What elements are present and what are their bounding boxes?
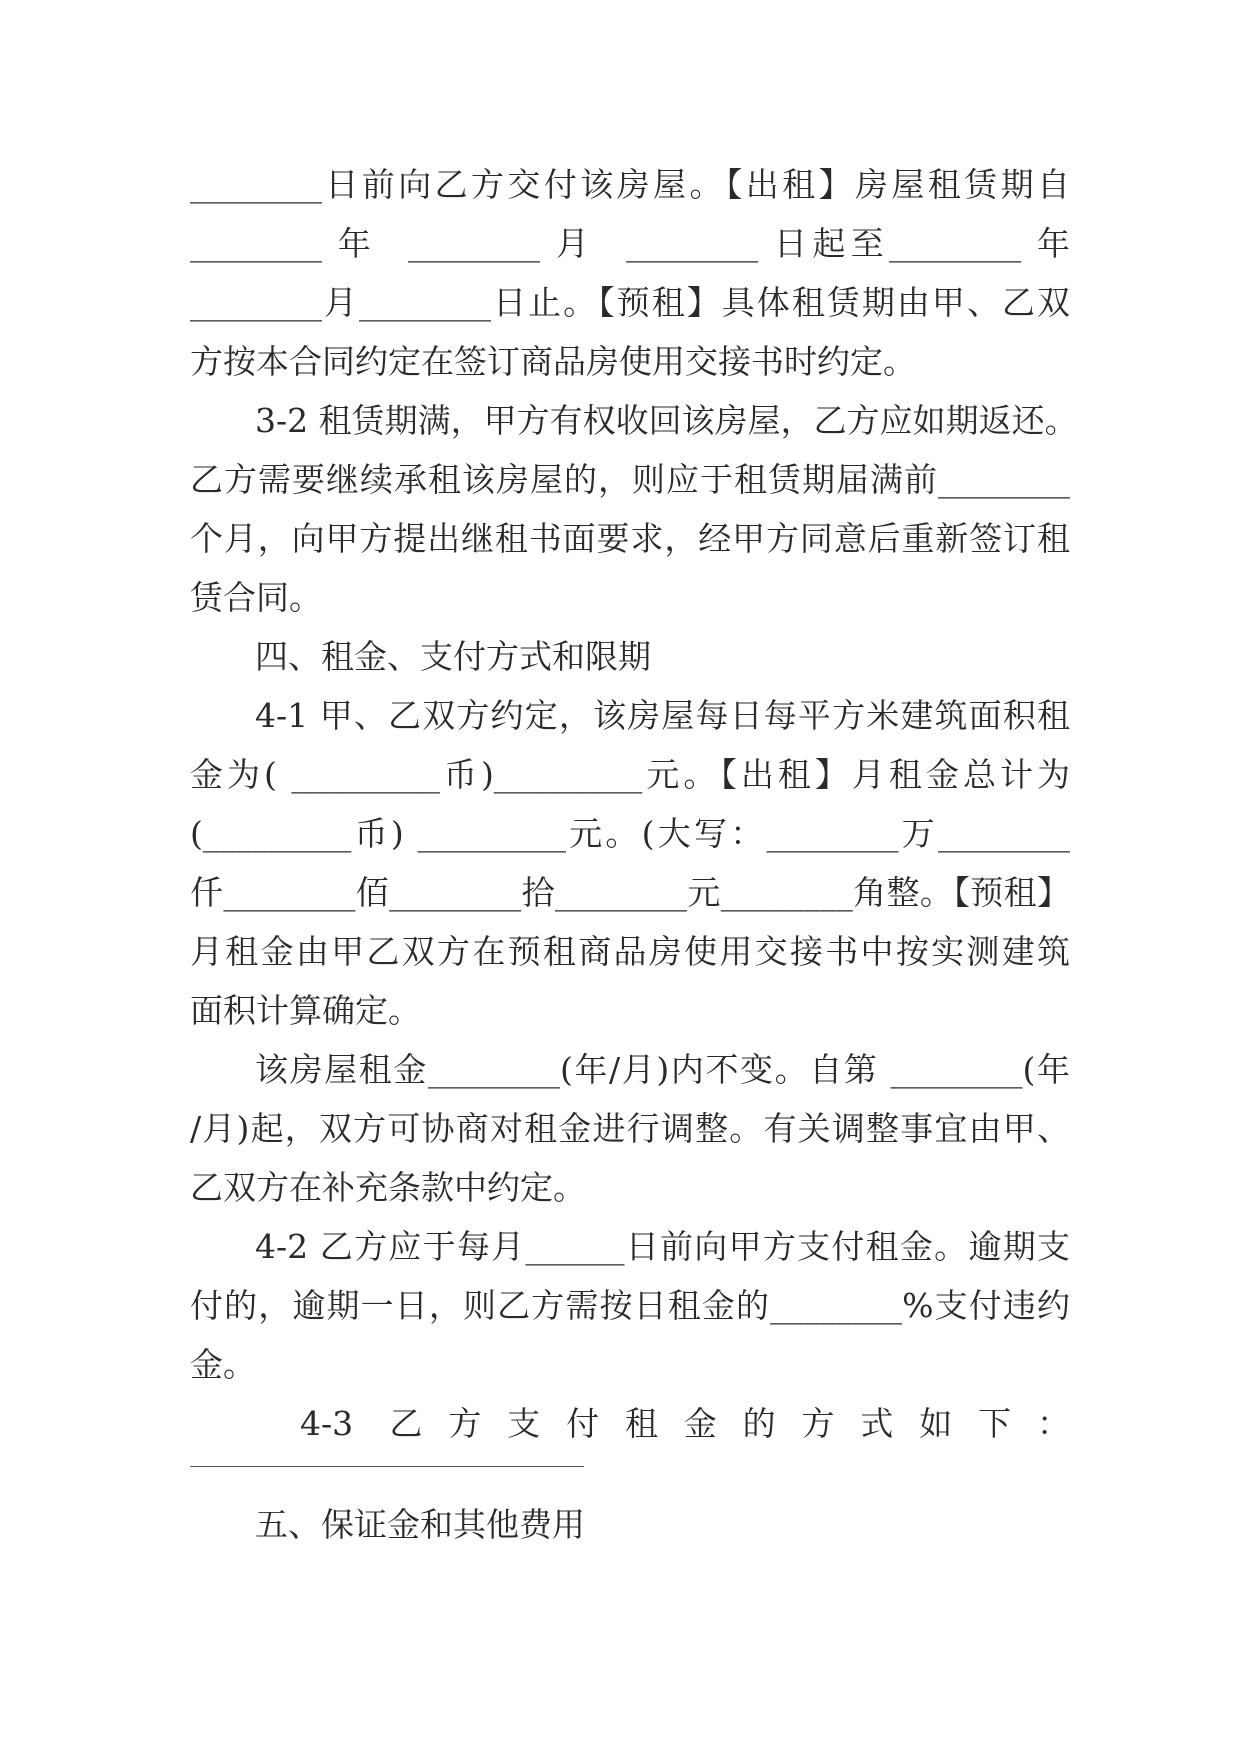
text-line: 方按本合同约定在签订商品房使用交接书时约定。	[190, 342, 916, 381]
text-line: 个月，向甲方提出继租书面要求，经甲方同意后重新签订租	[190, 519, 1070, 558]
paragraph-line: 4-1 甲、乙双方约定，该房屋每日每平方米建筑面积租	[255, 696, 1070, 735]
paragraph-line: 该房屋租金________(年/月)内不变。自第 ________(年	[255, 1050, 1070, 1089]
paragraph-line: 3-2 租赁期满，甲方有权收回该房屋，乙方应如期返还。	[255, 401, 1078, 440]
text-line: 乙方需要继续承租该房屋的，则应于租赁期届满前________	[190, 460, 1070, 499]
text-line: 赁合同。	[190, 578, 322, 617]
paragraph-line: 4-2 乙方应于每月______日前向甲方支付租金。逾期支	[255, 1227, 1070, 1266]
text-line: 付的，逾期一日，则乙方需按日租金的________%支付违约	[190, 1286, 1070, 1325]
text-line: 乙双方在补充条款中约定。	[190, 1168, 586, 1207]
text-line: 金为( _________币)_________元。【出租】月租金总计为	[190, 755, 1070, 794]
paragraph-line: 4-3 乙 方 支 付 租 金 的 方 式 如 下 ：	[300, 1404, 1070, 1443]
section-heading: 四、租金、支付方式和限期	[255, 637, 651, 676]
blank-fill-line	[190, 1466, 584, 1467]
text-line: 月租金由甲乙双方在预租商品房使用交接书中按实测建筑	[190, 932, 1070, 971]
text-line: ________月________日止。【预租】具体租赁期由甲、乙双	[190, 283, 1070, 322]
text-line: /月)起，双方可协商对租金进行调整。有关调整事宜由甲、	[190, 1109, 1070, 1148]
text-line: ________ 年 ________ 月 ________ 日起至________ 年	[190, 224, 1070, 263]
text-line: 仟________佰________拾________元________角整。【预租】	[190, 873, 1070, 912]
text-line: ________日前向乙方交付该房屋。【出租】房屋租赁期自	[190, 165, 1070, 204]
text-line: 面积计算确定。	[190, 991, 421, 1030]
text-line: 金。	[190, 1345, 256, 1384]
section-heading: 五、保证金和其他费用	[255, 1505, 585, 1544]
text-line: (_________币) _________元。(大写：________万________	[190, 814, 1070, 853]
